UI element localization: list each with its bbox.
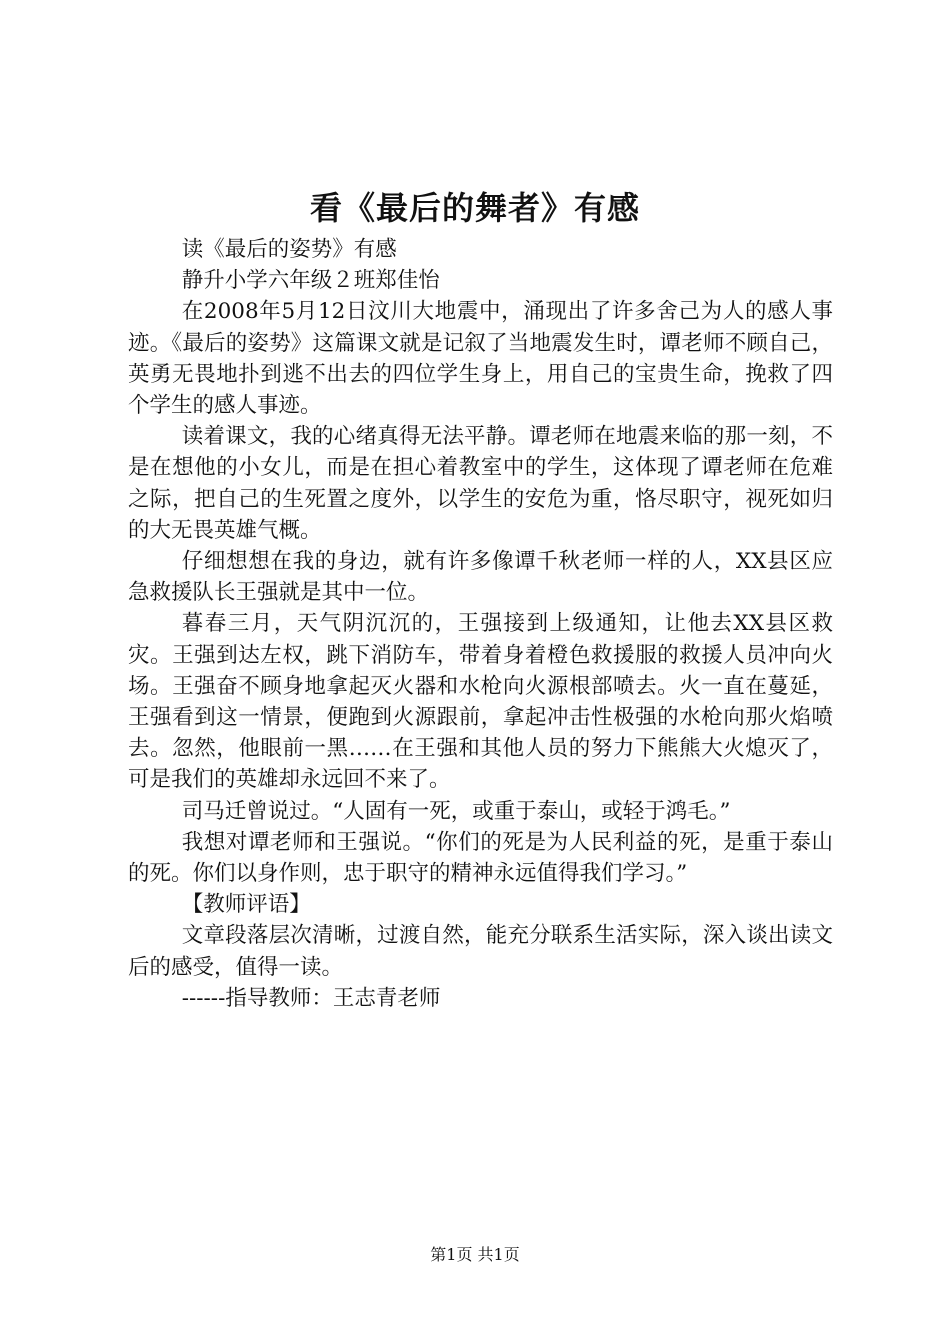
comment-heading: 【教师评语】 xyxy=(181,892,311,918)
teacher-comment: 文章段落层次清晰，过渡自然，能充分联系生活实际，深入谈出读文后的感受，值得一读。 xyxy=(128,923,833,980)
body-paragraph: 在2008年5月12日汶川大地震中，涌现出了许多舍己为人的感人事迹。《最后的姿势》这篇课文就是记叙了当地震发生时，谭老师不顾自己，英勇无畏地扑到逃不出去的四位学生身上，用自己的宝贵生命，挽救了四个学生的感人事迹。 xyxy=(128,299,833,419)
body-paragraph: 仔细想想在我的身边，就有许多像谭千秋老师一样的人，XX县区应急救援队长王强就是其中一位。 xyxy=(128,549,833,606)
teacher-signature: ------指导教师：王志青老师 xyxy=(181,985,441,1011)
document-title: 看《最后的舞者》有感 xyxy=(309,189,640,227)
body-paragraph: 暮春三月，天气阴沉沉的，王强接到上级通知，让他去XX县区救灾。王强到达左权，跳下消防车，带着身着橙色救援服的救援人员冲向火场。王强奋不顾身地拿起灭火器和水枪向火源根部喷去。火一直在蔓延，王强看到这一情景，便跑到火源跟前，拿起冲击性极强的水枪向那火焰喷去。忽然，他眼前一黑……在王强和其他人员的努力下熊熊大火熄灭了，可是我们的英雄却永远回不来了。 xyxy=(128,611,833,793)
body-paragraph: 我想对谭老师和王强说。“你们的死是为人民利益的死，是重于泰山的死。你们以身作则，忠于职守的精神永远值得我们学习。” xyxy=(128,829,833,887)
essay-author: 静升小学六年级２班郑佳怡 xyxy=(181,268,440,294)
essay-subtitle: 读《最后的姿势》有感 xyxy=(181,237,397,262)
body-paragraph: 读着课文，我的心绪真得无法平静。谭老师在地震来临的那一刻，不是在想他的小女儿，而是在担心着教室中的学生，这体现了谭老师在危难之际，把自己的生死置之度外，以学生的安危为重，恪尽职守，视死如归的大无畏英雄气概。 xyxy=(128,424,833,543)
body-paragraph: 司马迁曾说过。“人固有一死，或重于泰山，或轻于鸿毛。” xyxy=(181,798,731,824)
page-number: 第1页 共1页 xyxy=(430,1245,520,1264)
document-body xyxy=(128,234,833,1014)
